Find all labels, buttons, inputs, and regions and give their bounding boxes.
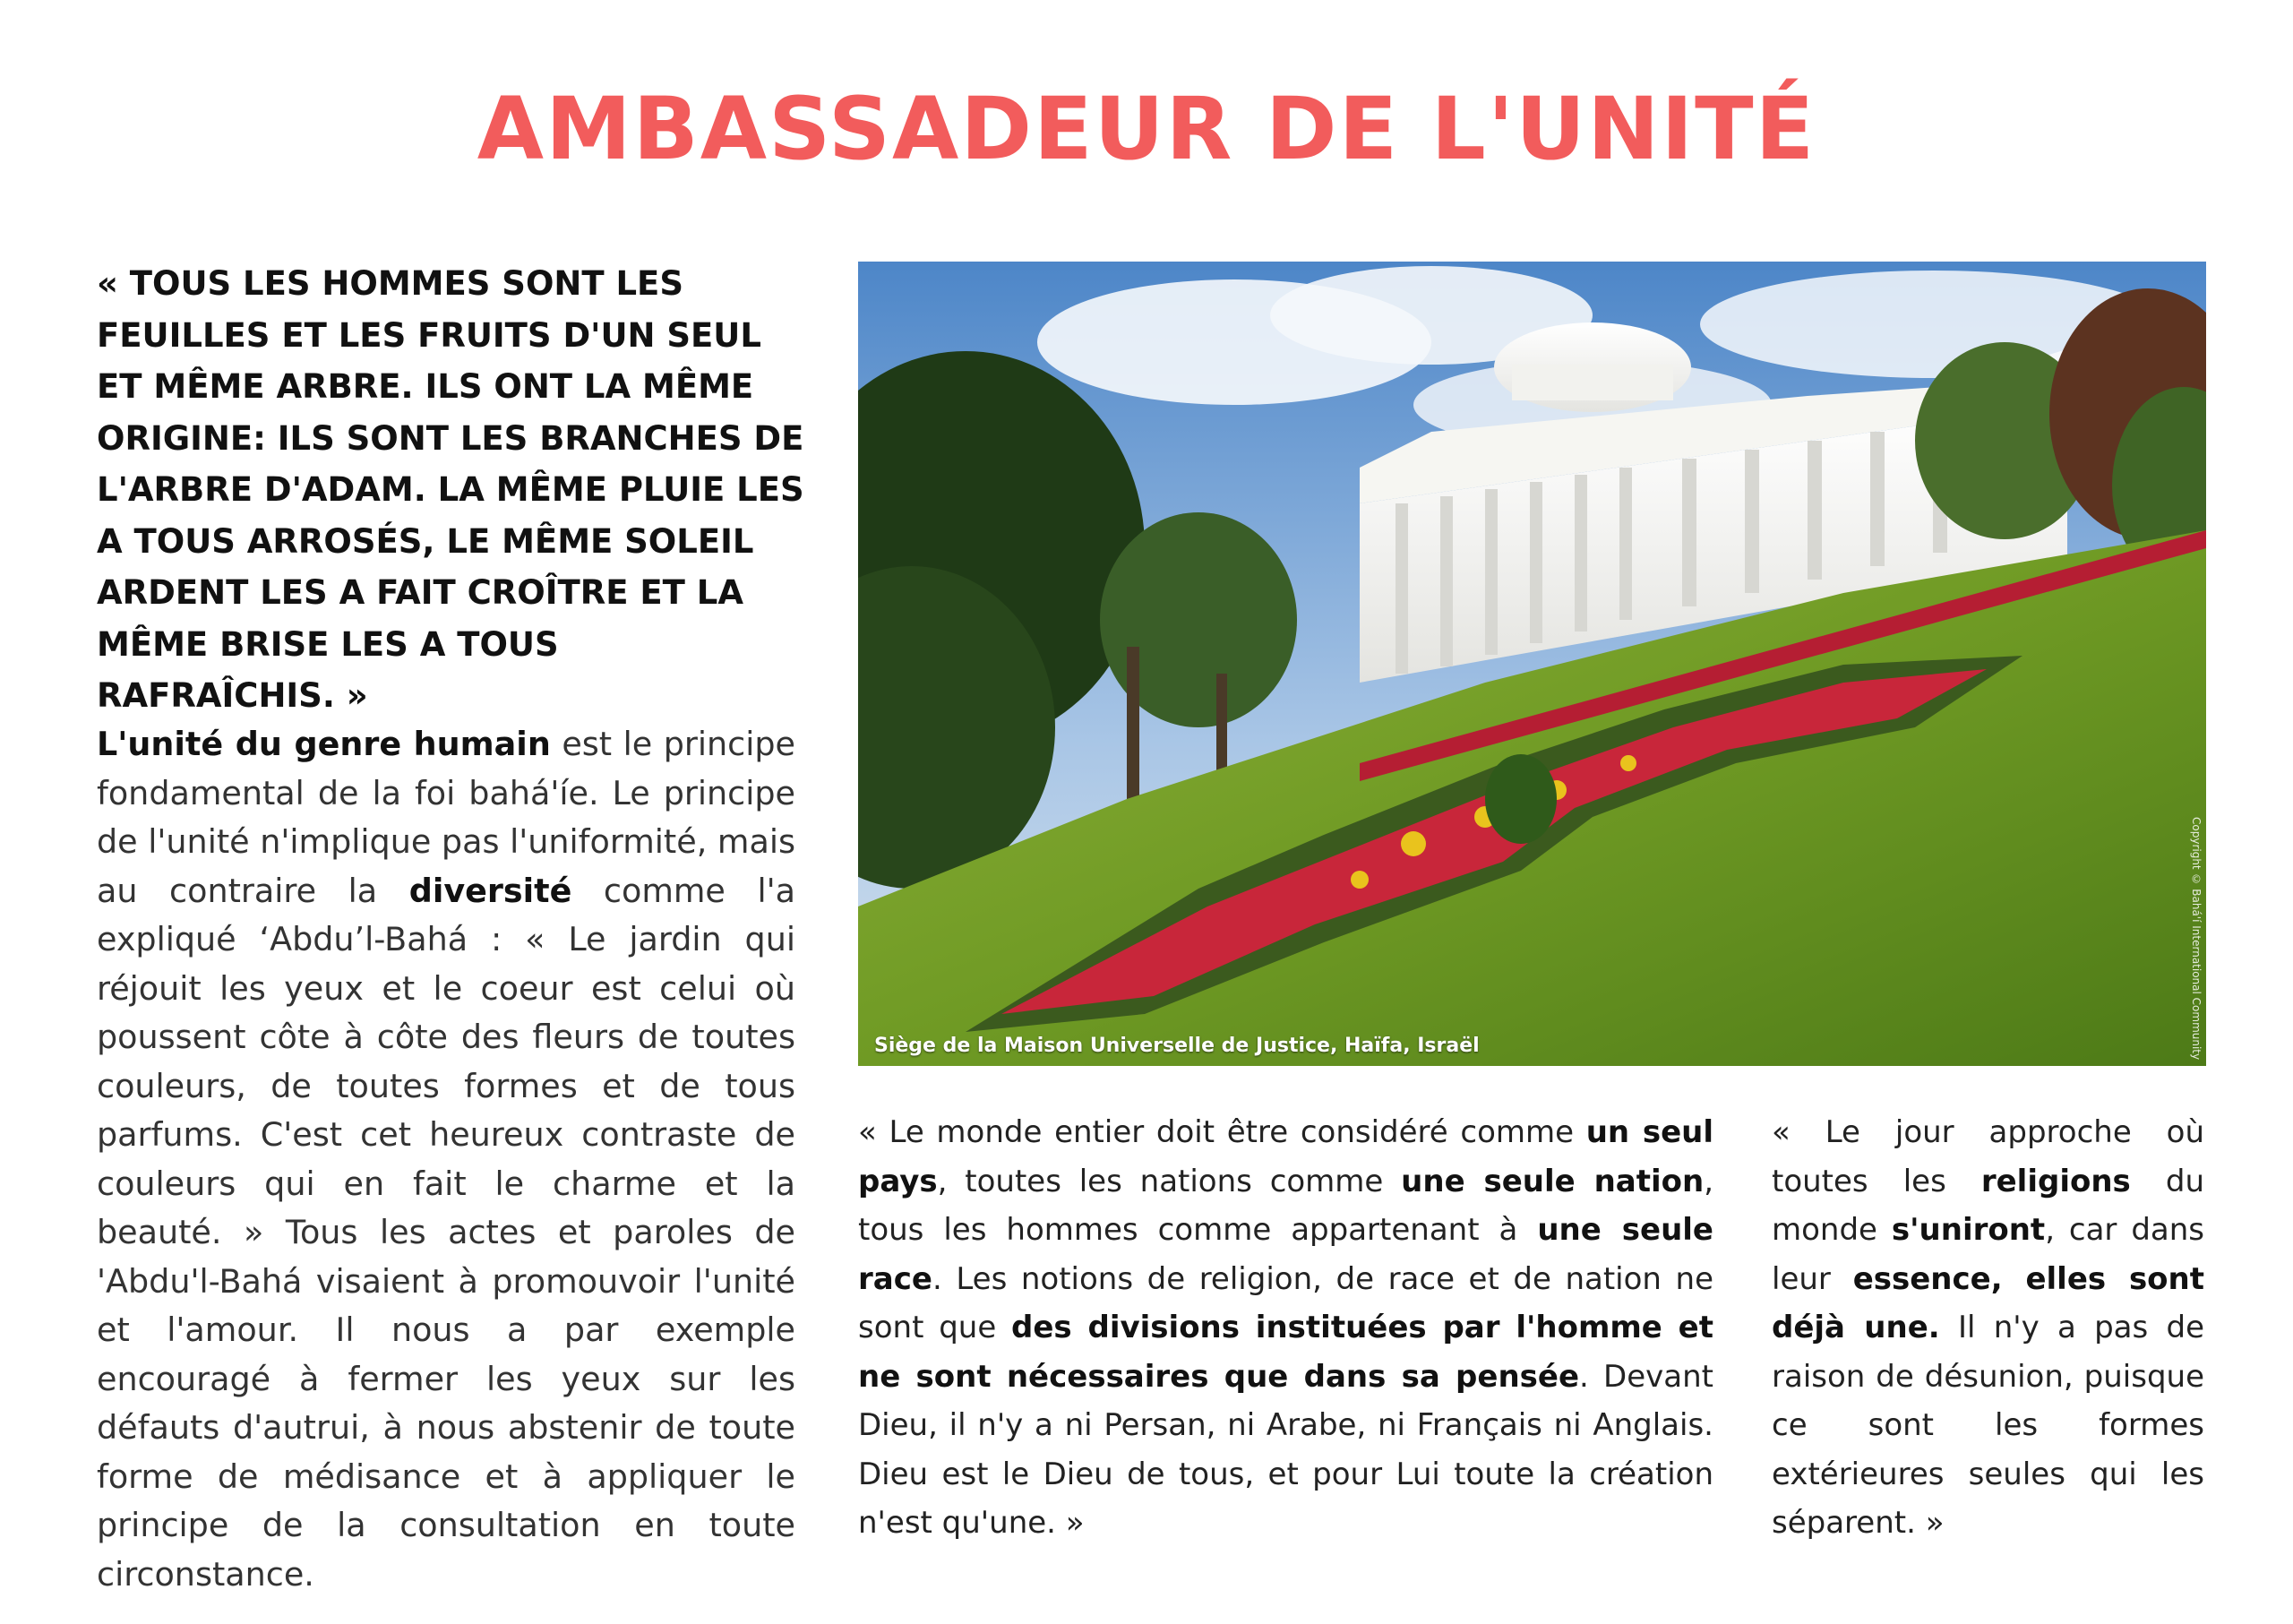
text-span: est le principe fondamental de la foi bahá'íe. Le principe de l'unité n'implique pas l'uniformité, mais au contraire la	[97, 725, 795, 910]
right-column-text	[1772, 1108, 2204, 1548]
text-span: « Le monde entier doit être considéré comme	[858, 1114, 1586, 1150]
emphasis-diversity: diversité	[408, 871, 572, 910]
emphasis-unity: L'unité du genre humain	[97, 725, 551, 763]
emphasis: essence, elles sont déjà une.	[1772, 1260, 2205, 1345]
photo-caption: Siège de la Maison Universelle de Justice, Haïfa, Israël	[874, 1035, 1480, 1057]
photo-universal-house-of-justice	[858, 262, 2206, 1066]
text-span: . Devant Dieu, il n'y a ni Persan, ni Arabe, ni Français ni Anglais. Dieu est le Dieu de tous, et pour Lui toute la création n'est qu'une. »	[858, 1358, 1713, 1541]
text-span: comme l'a expliqué ‘Abdu’l-Bahá : « Le jardin qui réjouit les yeux et le coeur est celui où poussent côte à côte des fleurs de toutes couleurs, de toutes formes et de tous parfums. C'est cet heureux contraste de couleurs qui en fait le charme et la beauté. » Tous les actes et paroles de 'Abdu'l-Bahá visaient à promouvoir l'unité et l'amour. Il nous a par exemple encouragé à fermer les yeux sur les défauts d'autrui, à nous abstenir de toute forme de médisance et à appliquer le principe de la consultation en toute circonstance.	[97, 871, 795, 1594]
quote-heading: « TOUS LES HOMMES SONT LES FEUILLES ET LES FRUITS D'UN SEUL ET MÊME ARBRE. ILS ONT LA MÊME ORIGINE: ILS SONT LES BRANCHES DE L'ARBRE D'ADAM. LA MÊME PLUIE LES A TOUS ARROSÉS, LE MÊME SOLEIL ARDENT LES A FAIT CROÎTRE ET LA MÊME BRISE LES A TOUS RAFRAÎCHIS. »	[97, 264, 804, 715]
photo-illustration	[858, 262, 2206, 1066]
page-title: AMBASSADEUR DE L'UNITÉ	[477, 79, 1816, 179]
emphasis: une seule race	[858, 1212, 1713, 1297]
emphasis: s'uniront	[1891, 1212, 2046, 1248]
emphasis: religions	[1980, 1163, 2131, 1199]
text-span: , car dans leur	[1772, 1212, 2205, 1297]
text-span: du monde	[1772, 1163, 2204, 1248]
left-column-text	[97, 720, 795, 1599]
emphasis: des divisions instituées par l'homme et ne sont nécessaires que dans sa pensée	[858, 1310, 1713, 1395]
text-span: « Le jour approche où toutes les	[1772, 1114, 2204, 1199]
emphasis: un seul pays	[858, 1114, 1713, 1199]
text-span: Il n'y a pas de raison de désunion, puisque ce sont les formes extérieures seules qui les séparent. »	[1772, 1310, 2204, 1541]
emphasis: une seule nation	[1401, 1163, 1705, 1199]
photo-copyright: Copyright © Bahá'í International Community	[2190, 817, 2203, 1061]
text-span: , toutes les nations comme	[937, 1163, 1402, 1199]
text-span: . Les notions de religion, de race et de nation ne sont que	[858, 1260, 1713, 1345]
middle-column-text	[858, 1108, 1713, 1548]
text-span: , tous les hommes comme appartenant à	[858, 1163, 1713, 1248]
